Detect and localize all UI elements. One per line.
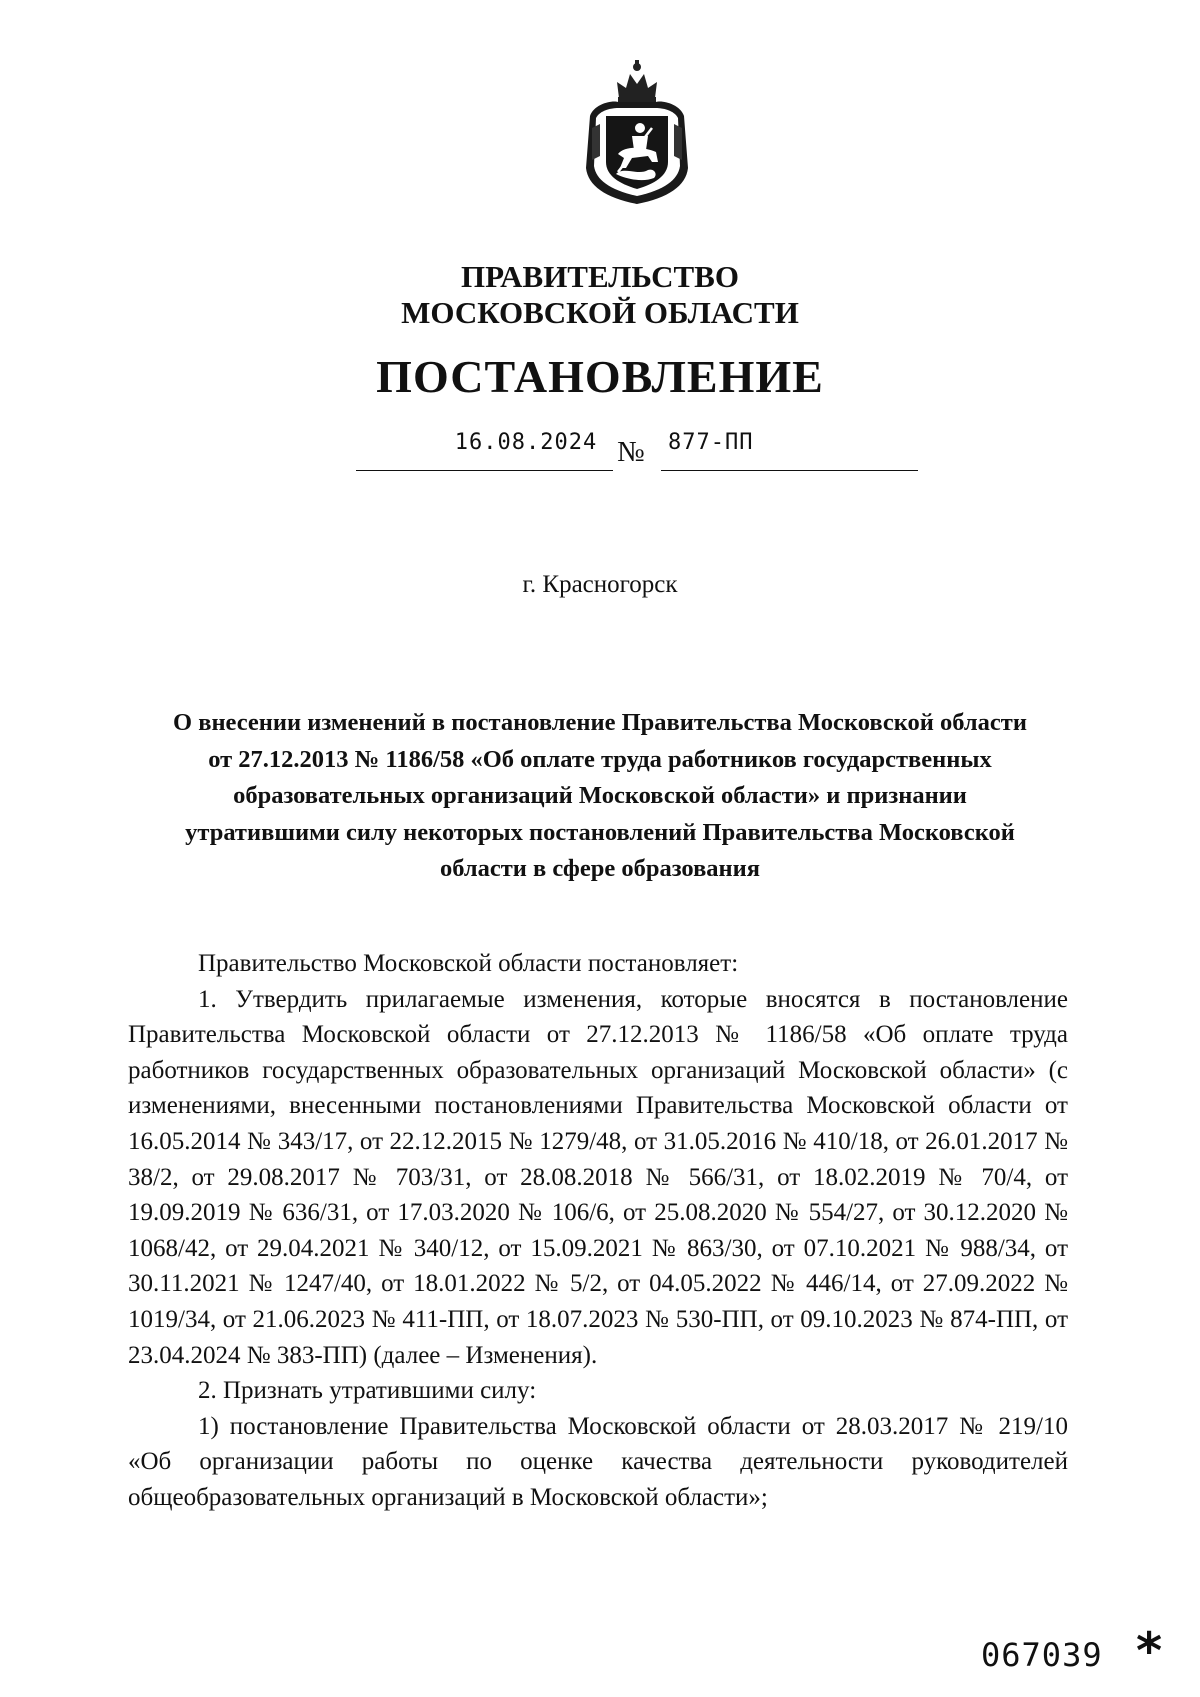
subject-line: образовательных организаций Московской области» и признании	[233, 782, 967, 809]
star-mark: *	[1136, 1622, 1163, 1680]
document-type-title: ПОСТАНОВЛЕНИЕ	[376, 351, 824, 402]
number-underline	[661, 470, 918, 471]
moscow-oblast-coat-of-arms-icon	[572, 58, 702, 206]
subject-line: области в сфере образования	[439, 855, 761, 882]
subject-line: О внесении изменений в постановление Правительства Московской области	[173, 709, 1027, 736]
subject-line: утратившими силу некоторых постановлений Правительства Московской	[185, 818, 1015, 846]
date-underline	[356, 470, 613, 471]
document-subject	[128, 705, 1072, 888]
document-body	[128, 946, 1068, 1516]
number-sign: №	[617, 436, 645, 468]
authority-name-line-1: ПРАВИТЕЛЬСТВО	[461, 259, 739, 294]
item-1-paragraph: 1. Утвердить прилагаемые изменения, которые вносятся в постановление Правительства Московской области от 27.12.2013 № 1186/58 «Об оплате труда работников государственных образовательных организаций Московской области» (с изменениями, внесенными постановлениями Правительства Московской области от 16.05.2014 № 343/17, от 22.12.2015 № 1279/48, от 31.05.2016 № 410/18, от 26.01.2017 № 38/2, от 29.08.2017 № 703/31, от 28.08.2018 № 566/31, от 18.02.2019 № 70/4, от 19.09.2019 № 636/31, от 17.03.2020 № 106/6, от 25.08.2020 № 554/27, от 30.12.2020 № 1068/42, от 29.04.2021 № 340/12, от 15.09.2021 № 863/30, от 07.10.2021 № 988/34, от 30.11.2021 № 1247/40, от 18.01.2022 № 5/2, от 04.05.2022 № 446/14, от 27.09.2022 № 1019/34, от 21.06.2023 № 411-ПП, от 18.07.2023 № 530-ПП, от 09.10.2023 № 874-ПП, от 23.04.2024 № 383-ПП) (далее – Изменения).	[128, 985, 1068, 1369]
subject-line: от 27.12.2013 № 1186/58 «Об оплате труда работников государственных	[208, 745, 992, 773]
item-2-paragraph: 2. Признать утратившими силу:	[198, 1377, 537, 1405]
preamble-paragraph: Правительство Московской области постановляет:	[198, 950, 739, 977]
serial-number: 067039	[981, 1636, 1103, 1674]
issuing-city: г. Красногорск	[522, 571, 678, 598]
authority-name-line-2: МОСКОВСКОЙ ОБЛАСТИ	[401, 295, 799, 330]
item-2-1-paragraph: 1) постановление Правительства Московской области от 28.03.2017 № 219/10 «Об организации работы по оценке качества деятельности руководителей общеобразовательных организаций в Московской области»;	[128, 1412, 1068, 1511]
document-date: 16.08.2024	[454, 430, 598, 455]
document-number: 877-ПП	[668, 430, 754, 455]
